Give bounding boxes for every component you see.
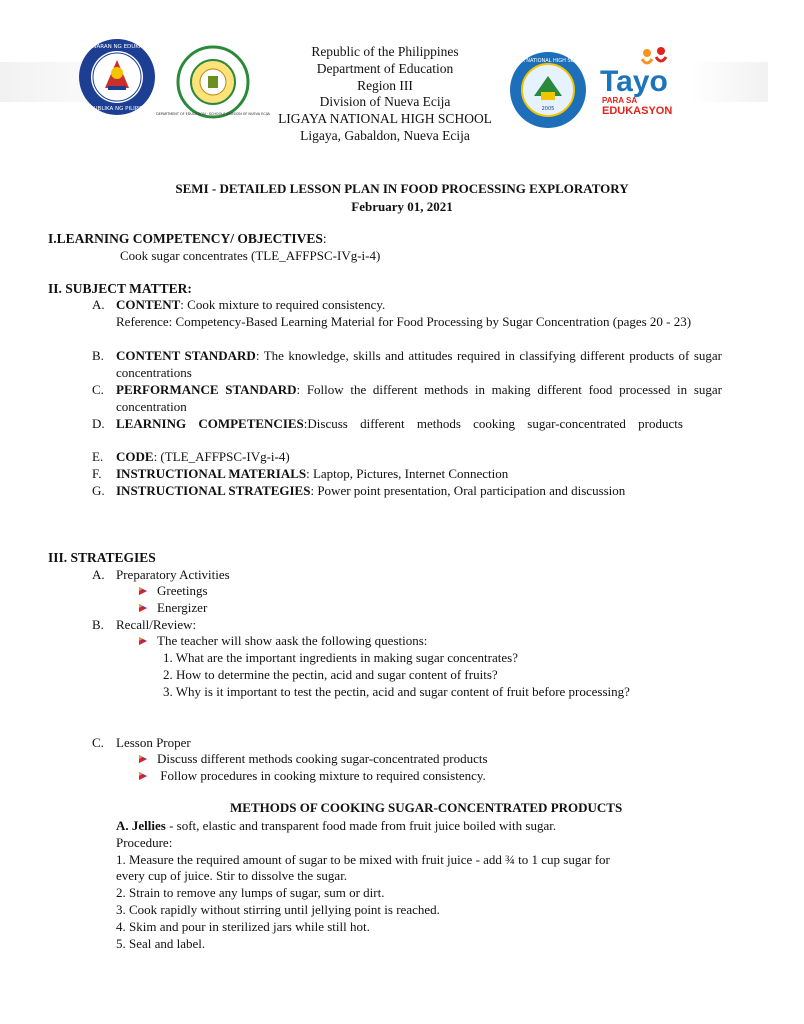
strategy-a-label: A. — [92, 567, 105, 582]
svg-text:2005: 2005 — [541, 106, 555, 112]
arrow-bullet-icon — [138, 752, 148, 762]
svg-text:KAGAWARAN NG EDUKASYON: KAGAWARAN NG EDUKASYON — [76, 44, 158, 50]
svg-text:LIGAYA NATIONAL HIGH SCHOOL: LIGAYA NATIONAL HIGH SCHOOL — [507, 58, 589, 64]
strategy-a-text: Preparatory Activities — [116, 567, 230, 582]
svg-text:Tayo: Tayo — [600, 65, 668, 98]
section-1-heading: I.LEARNING COMPETENCY/ OBJECTIVES: — [48, 231, 327, 246]
strategy-c-text: Lesson Proper — [116, 735, 191, 750]
bullet-teacher-questions: The teacher will show aask the following questions: — [138, 633, 427, 650]
svg-text:DEPARTMENT OF EDUCATION · SCHO: DEPARTMENT OF EDUCATION · SCHOOLS DIVISION OF NUEVA ECIJA — [156, 112, 270, 116]
procedure-step-2: 2. Strain to remove any lumps of sugar, sum or dirt. — [116, 885, 385, 900]
section-2-heading: II. SUBJECT MATTER: — [48, 281, 192, 296]
header-line-4: Division of Nueva Ecija — [319, 94, 451, 110]
bullet-follow-procedures: Follow procedures in cooking mixture to required consistency. — [138, 768, 486, 785]
svg-text:REPUBLIKA NG PILIPINAS: REPUBLIKA NG PILIPINAS — [82, 106, 152, 112]
procedure-step-5: 5. Seal and label. — [116, 936, 206, 951]
question-2: 2. How to determine the pectin, acid and sugar content of fruits? — [163, 667, 498, 682]
svg-text:EDUKASYON: EDUKASYON — [602, 105, 673, 117]
arrow-bullet-icon — [138, 601, 148, 611]
question-3: 3. Why is it important to test the pectin, acid and sugar content of fruit before processing? — [163, 684, 630, 699]
methods-heading: METHODS OF COOKING SUGAR-CONCENTRATED PRODUCTS — [230, 800, 623, 815]
header-line-3: Region III — [357, 77, 413, 93]
header-line-5: LIGAYA NATIONAL HIGH SCHOOL — [278, 111, 492, 127]
subject-item-c: C. PERFORMANCE STANDARD: Follow the different methods in making different food processed in sugar concentration — [92, 382, 723, 414]
section-1-body: Cook sugar concentrates (TLE_AFFPSC-IVg-i-4) — [120, 248, 381, 263]
jellies-definition: A. Jellies - soft, elastic and transparent food made from fruit juice boiled with sugar. — [116, 818, 557, 833]
bullet-discuss-methods: Discuss different methods cooking sugar-concentrated products — [138, 751, 488, 768]
bullet-greetings: Greetings — [138, 583, 208, 600]
reference-text: Reference: Competency-Based Learning Material for Food Processing by Sugar Concentration (pages 20 - 23) — [116, 313, 692, 329]
subject-item-a: A. CONTENT: Cook mixture to required consistency. Reference: Competency-Based Learning Material for Food Processing by Sugar Concentration (pages 20 - 23) — [92, 297, 722, 331]
subject-item-e: E. CODE: (TLE_AFFPSC-IVg-i-4) — [92, 449, 290, 464]
subject-item-f: F. INSTRUCTIONAL MATERIALS: Laptop, Pictures, Internet Connection — [92, 466, 509, 481]
subject-item-g: G. INSTRUCTIONAL STRATEGIES: Power point presentation, Oral participation and discussion — [92, 483, 626, 498]
tayo-para-sa-edukasyon-logo — [600, 45, 690, 117]
section-3-heading: III. STRATEGIES — [48, 550, 156, 565]
header-line-1: Republic of the Philippines — [311, 44, 459, 59]
procedure-step-1-cont: every cup of juice. Stir to dissolve the sugar. — [116, 868, 348, 883]
lesson-plan-date: February 01, 2021 — [351, 199, 453, 214]
header-line-6: Ligaya, Gabaldon, Nueva Ecija — [300, 127, 470, 143]
header-line-2: Department of Education — [316, 60, 454, 76]
procedure-label: Procedure: — [116, 835, 173, 850]
procedure-step-1: 1. Measure the required amount of sugar to be mixed with fruit juice - add ¾ to 1 cup sugar for — [116, 852, 610, 867]
procedure-step-3: 3. Cook rapidly without stirring until jellying point is reached. — [116, 902, 440, 917]
lesson-plan-title: SEMI - DETAILED LESSON PLAN IN FOOD PROCESSING EXPLORATORY — [175, 181, 629, 196]
arrow-bullet-icon — [138, 584, 148, 594]
subject-item-d: D. LEARNING COMPETENCIES:Discuss different methods cooking sugar-concentrated products — [92, 416, 683, 431]
arrow-bullet-icon — [138, 769, 148, 779]
svg-text:PARA SA: PARA SA — [602, 96, 638, 105]
question-1: 1. What are the important ingredients in making sugar concentrates? — [163, 650, 518, 665]
school-seal-logo — [508, 50, 588, 130]
procedure-step-4: 4. Skim and pour in sterilized jars while still hot. — [116, 919, 370, 934]
strategy-b-label: B. — [92, 617, 104, 632]
arrow-bullet-icon — [138, 634, 148, 644]
strategy-b-text: Recall/Review: — [116, 617, 197, 632]
strategy-c-label: C. — [92, 735, 104, 750]
bullet-energizer: Energizer — [138, 600, 207, 617]
subject-item-b: B. CONTENT STANDARD: The knowledge, skills and attitudes required in classifying different products of sugar concentrations — [92, 348, 722, 380]
header-fade-right — [690, 62, 768, 102]
deped-seal-logo — [78, 38, 156, 116]
